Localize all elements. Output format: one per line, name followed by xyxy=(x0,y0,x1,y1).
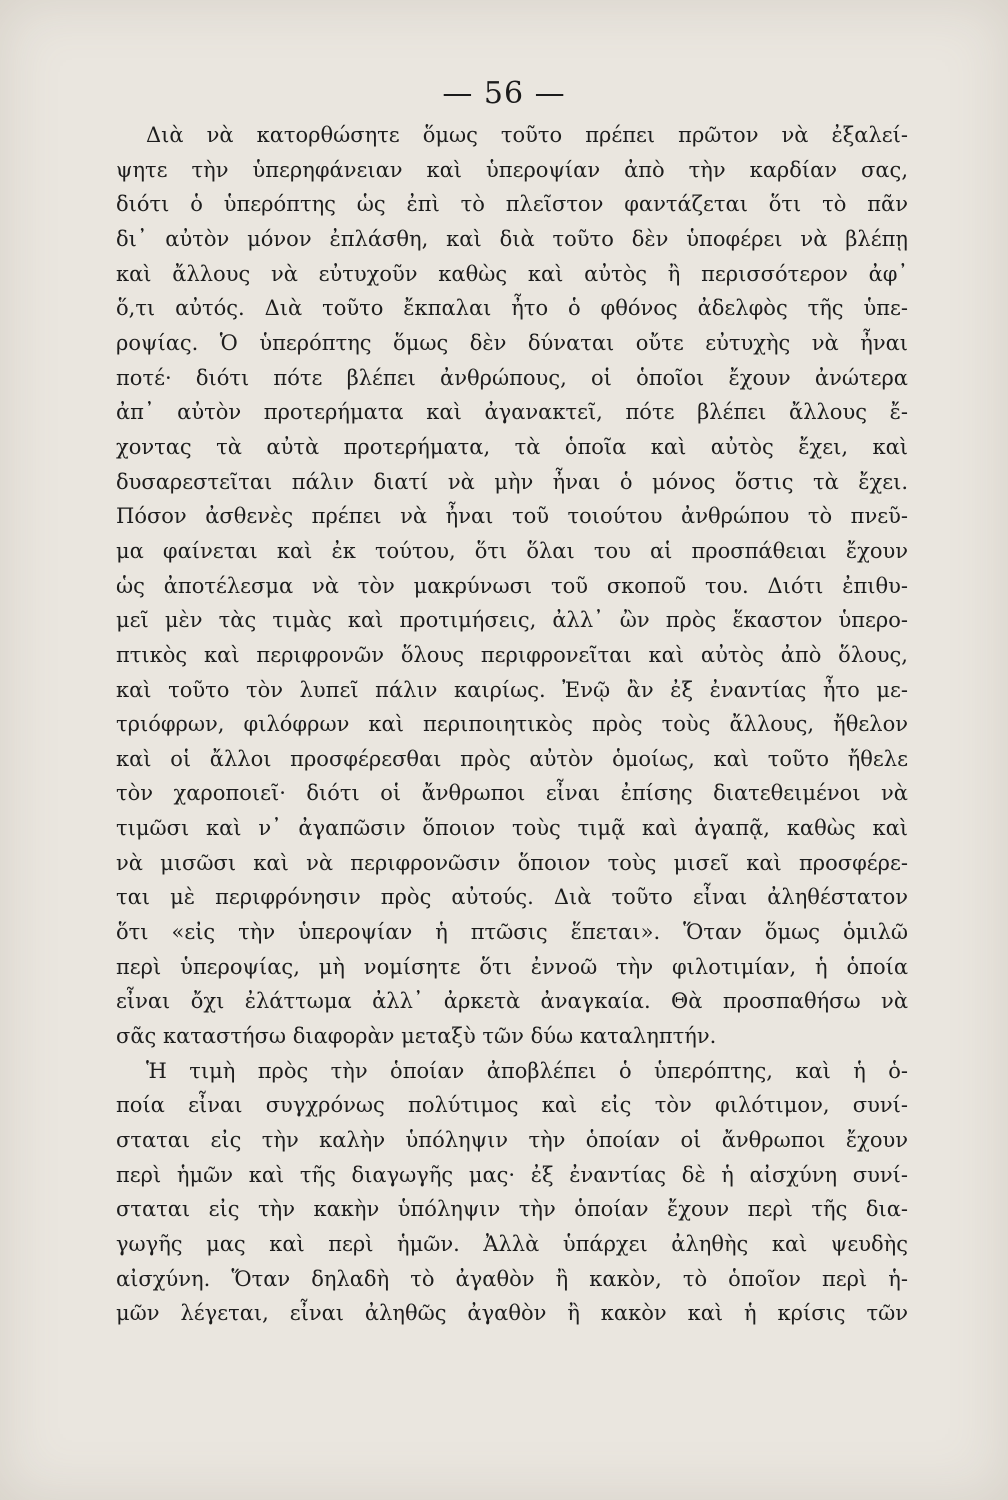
text-line: τριόφρων, φιλόφρων καὶ περιποιητικὸς πρὸς τοὺς ἄλλους, ἤθελον xyxy=(116,712,908,737)
text-line: μα φαίνεται καὶ ἐκ τούτου, ὅτι ὅλαι του αἱ προσπάθειαι ἔχουν xyxy=(116,538,908,563)
text-line: ποτέ· διότι πότε βλέπει ἀνθρώπους, οἱ ὁποῖοι ἔχουν ἀνώτερα xyxy=(116,365,908,390)
text-line: πτικὸς καὶ περιφρονῶν ὅλους περιφρονεῖται καὶ αὐτὸς ἀπὸ ὅλους, xyxy=(116,642,908,667)
text-line: σταται εἰς τὴν κακὴν ὑπόληψιν τὴν ὁποίαν ἔχουν περὶ τῆς δια- xyxy=(116,1197,908,1222)
text-line: μῶν λέγεται, εἶναι ἀληθῶς ἀγαθὸν ἢ κακὸν καὶ ἡ κρίσις τῶν xyxy=(116,1301,908,1326)
text-line: εἶναι ὄχι ἐλάττωμα ἀλλ᾽ ἀρκετὰ ἀναγκαία. Θὰ προσπαθήσω νὰ xyxy=(116,989,908,1014)
text-line: ὅτι «εἰς τὴν ὑπεροψίαν ἡ πτῶσις ἕπεται». Ὅταν ὅμως ὁμιλῶ xyxy=(116,920,908,945)
text-line: ροψίας. Ὁ ὑπερόπτης ὅμως δὲν δύναται οὔτε εὐτυχὴς νὰ ἦναι xyxy=(116,330,908,355)
body-text xyxy=(116,118,908,1331)
text-line: σᾶς καταστήσω διαφορὰν μεταξὺ τῶν δύω καταληπτήν. xyxy=(116,1024,717,1049)
text-line: καὶ οἱ ἄλλοι προσφέρεσθαι πρὸς αὐτὸν ὁμοίως, καὶ τοῦτο ἤθελε xyxy=(116,746,908,771)
text-line: δι᾽ αὐτὸν μόνον ἐπλάσθη, καὶ διὰ τοῦτο δὲν ὑποφέρει νὰ βλέπῃ xyxy=(116,226,908,251)
text-line: χοντας τὰ αὐτὰ προτερήματα, τὰ ὁποῖα καὶ αὐτὸς ἔχει, καὶ xyxy=(116,434,908,459)
text-line: περὶ ὑπεροψίας, μὴ νομίσητε ὅτι ἐννοῶ τὴν φιλοτιμίαν, ἡ ὁποία xyxy=(116,954,908,979)
text-line: ται μὲ περιφρόνησιν πρὸς αὐτούς. Διὰ τοῦτο εἶναι ἀληθέστατον xyxy=(116,885,908,910)
text-line: ποία εἶναι συγχρόνως πολύτιμος καὶ εἰς τὸν φιλότιμον, συνί- xyxy=(116,1093,908,1118)
text-line: γωγῆς μας καὶ περὶ ἡμῶν. Ἀλλὰ ὑπάρχει ἀληθὴς καὶ ψευδὴς xyxy=(116,1232,908,1256)
page-number: — 56 — xyxy=(442,76,566,111)
text-line: Διὰ νὰ κατορθώσητε ὅμως τοῦτο πρέπει πρῶτον νὰ ἐξαλεί- xyxy=(146,123,908,147)
text-line: καὶ ἄλλους νὰ εὐτυχοῦν καθὼς καὶ αὐτὸς ἢ περισσότερον ἀφ᾽ xyxy=(116,261,908,286)
text-line: Πόσον ἀσθενὲς πρέπει νὰ ἦναι τοῦ τοιούτου ἀνθρώπου τὸ πνεῦ- xyxy=(116,504,908,529)
text-line: περὶ ἡμῶν καὶ τῆς διαγωγῆς μας· ἐξ ἐναντίας δὲ ἡ αἰσχύνη συνί- xyxy=(116,1162,908,1187)
text-line: ἀπ᾽ αὐτὸν προτερήματα καὶ ἀγανακτεῖ, πότε βλέπει ἄλλους ἔ- xyxy=(116,400,908,425)
text-line: μεῖ μὲν τὰς τιμὰς καὶ προτιμήσεις, ἀλλ᾽ ὢν πρὸς ἕκαστον ὑπερο- xyxy=(116,608,908,633)
text-line: καὶ τοῦτο τὸν λυπεῖ πάλιν καιρίως. Ἐνῷ ἂν ἐξ ἐναντίας ἦτο με- xyxy=(116,677,908,702)
text-line: ψητε τὴν ὑπερηφάνειαν καὶ ὑπεροψίαν ἀπὸ τὴν καρδίαν σας, xyxy=(116,157,908,182)
text-line: ὡς ἀποτέλεσμα νὰ τὸν μακρύνωσι τοῦ σκοποῦ του. Διότι ἐπιθυ- xyxy=(116,573,908,598)
text-line: δυσαρεστεῖται πάλιν διατί νὰ μὴν ἦναι ὁ μόνος ὅστις τὰ ἔχει. xyxy=(116,469,908,494)
text-line: αἰσχύνη. Ὅταν δηλαδὴ τὸ ἀγαθὸν ἢ κακὸν, τὸ ὁποῖον περὶ ἡ- xyxy=(116,1266,908,1291)
text-line: Ἡ τιμὴ πρὸς τὴν ὁποίαν ἀποβλέπει ὁ ὑπερόπτης, καὶ ἡ ὁ- xyxy=(146,1058,908,1083)
text-line: νὰ μισῶσι καὶ νὰ περιφρονῶσιν ὅποιον τοὺς μισεῖ καὶ προσφέρε- xyxy=(116,850,908,875)
text-line: τὸν χαροποιεῖ· διότι οἱ ἄνθρωποι εἶναι ἐπίσης διατεθειμένοι νὰ xyxy=(116,781,908,806)
text-line: τιμῶσι καὶ ν᾽ ἀγαπῶσιν ὅποιον τοὺς τιμᾷ καὶ ἀγαπᾷ, καθὼς καὶ xyxy=(116,816,908,841)
text-line: σταται εἰς τὴν καλὴν ὑπόληψιν τὴν ὁποίαν οἱ ἄνθρωποι ἔχουν xyxy=(116,1128,908,1153)
text-line: διότι ὁ ὑπερόπτης ὡς ἐπὶ τὸ πλεῖστον φαντάζεται ὅτι τὸ πᾶν xyxy=(116,192,908,217)
text-line: ὅ,τι αὐτός. Διὰ τοῦτο ἔκπαλαι ἦτο ὁ φθόνος ἀδελφὸς τῆς ὑπε- xyxy=(116,296,908,321)
